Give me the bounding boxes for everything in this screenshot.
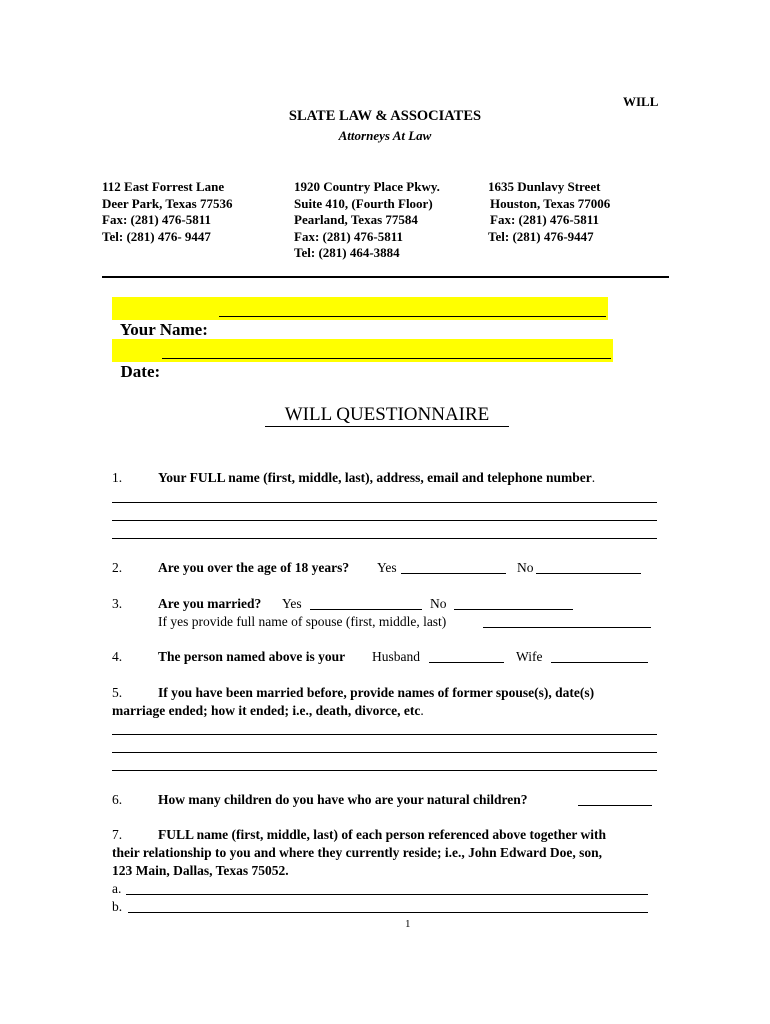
question-number: 1. bbox=[112, 470, 123, 485]
question-7-item-a-label: a. bbox=[112, 881, 122, 896]
question-5-line2: marriage ended; how it ended; i.e., death, divorce, etc bbox=[112, 703, 421, 718]
office-line: 1920 Country Place Pkwy. bbox=[294, 179, 440, 194]
office-deer-park bbox=[102, 179, 232, 245]
question-number: 2. bbox=[112, 560, 123, 575]
question-number: 3. bbox=[112, 596, 123, 611]
question-2-no-blank[interactable] bbox=[536, 573, 641, 574]
office-line: Fax: (281) 476-5811 bbox=[102, 212, 212, 227]
office-line: Suite 410, (Fourth Floor) bbox=[294, 195, 433, 211]
question-2-no-label: No bbox=[517, 560, 534, 575]
answer-line[interactable] bbox=[112, 734, 657, 735]
question-3-no-label: No bbox=[430, 596, 447, 611]
question-6-blank[interactable] bbox=[578, 805, 652, 806]
question-3-yes-blank[interactable] bbox=[310, 609, 422, 610]
office-line: 112 East Forrest Lane bbox=[102, 179, 225, 194]
office-line: Fax: (281) 476-5811 bbox=[294, 228, 404, 244]
firm-tagline: Attorneys At Law bbox=[338, 128, 432, 143]
question-7-line3: 123 Main, Dallas, Texas 75052. bbox=[112, 863, 289, 878]
question-7-item-b-label: b. bbox=[112, 899, 123, 914]
question-7-line1: FULL name (first, middle, last) of each person referenced above together with bbox=[158, 827, 607, 842]
question-4-wife-blank[interactable] bbox=[551, 662, 648, 663]
date-label: Date: bbox=[120, 362, 161, 381]
answer-line[interactable] bbox=[112, 752, 657, 753]
question-5-line1: If you have been married before, provide names of former spouse(s), date(s) bbox=[158, 685, 595, 700]
question-7-item-b-blank[interactable] bbox=[128, 912, 648, 913]
your-name-field[interactable] bbox=[112, 297, 608, 339]
answer-line[interactable] bbox=[112, 502, 657, 503]
question-6-text: How many children do you have who are your natural children? bbox=[158, 792, 528, 807]
your-name-underline bbox=[219, 316, 606, 317]
document-type-label: WILL bbox=[623, 94, 659, 109]
header-divider bbox=[102, 276, 669, 278]
question-2-text: Are you over the age of 18 years? bbox=[158, 560, 350, 575]
office-houston bbox=[488, 179, 610, 245]
question-2-yes-blank[interactable] bbox=[401, 573, 506, 574]
question-5-end: . bbox=[420, 703, 424, 718]
your-name-label: Your Name: bbox=[119, 320, 208, 339]
date-underline bbox=[162, 358, 611, 359]
answer-line[interactable] bbox=[112, 770, 657, 771]
office-pearland bbox=[294, 179, 440, 262]
office-line: Houston, Texas 77006 bbox=[490, 195, 611, 211]
office-line: Deer Park, Texas 77536 bbox=[102, 195, 233, 211]
office-line: Tel: (281) 476- 9447 bbox=[102, 228, 211, 244]
questionnaire-title: WILL QUESTIONNAIRE bbox=[265, 404, 509, 427]
date-field[interactable] bbox=[112, 339, 613, 381]
question-3-text: Are you married? bbox=[158, 596, 262, 611]
question-1-text: Your FULL name (first, middle, last), address, email and telephone number bbox=[158, 470, 592, 485]
question-3-followup: If yes provide full name of spouse (first, middle, last) bbox=[158, 614, 447, 629]
question-7-line2: their relationship to you and where they currently reside; i.e., John Edward Doe, son, bbox=[112, 845, 603, 860]
question-3-yes-label: Yes bbox=[282, 596, 302, 611]
question-1-end: . bbox=[591, 470, 596, 485]
question-3-no-blank[interactable] bbox=[454, 609, 573, 610]
question-1 bbox=[158, 470, 595, 486]
question-4-text: The person named above is your bbox=[158, 649, 346, 664]
question-7-item-a-blank[interactable] bbox=[126, 894, 648, 895]
question-number: 7. bbox=[112, 827, 123, 842]
question-number: 6. bbox=[112, 792, 123, 807]
question-number: 5. bbox=[112, 685, 123, 700]
answer-line[interactable] bbox=[112, 520, 657, 521]
page-number: 1 bbox=[405, 918, 411, 930]
office-line: Pearland, Texas 77584 bbox=[294, 212, 418, 227]
question-2-yes-label: Yes bbox=[377, 560, 397, 575]
office-line: Fax: (281) 476-5811 bbox=[490, 212, 600, 227]
office-line: Tel: (281) 476-9447 bbox=[488, 228, 594, 244]
office-line: 1635 Dunlavy Street bbox=[488, 179, 601, 194]
question-4-husband-label: Husband bbox=[372, 649, 420, 664]
question-number: 4. bbox=[112, 649, 123, 664]
question-4-wife-label: Wife bbox=[516, 649, 543, 664]
spouse-name-blank[interactable] bbox=[483, 627, 651, 628]
question-4-husband-blank[interactable] bbox=[429, 662, 504, 663]
question-5-line2-wrap bbox=[112, 703, 424, 719]
answer-line[interactable] bbox=[112, 538, 657, 539]
firm-name: SLATE LAW & ASSOCIATES bbox=[288, 108, 482, 124]
office-line: Tel: (281) 464-3884 bbox=[294, 245, 400, 260]
